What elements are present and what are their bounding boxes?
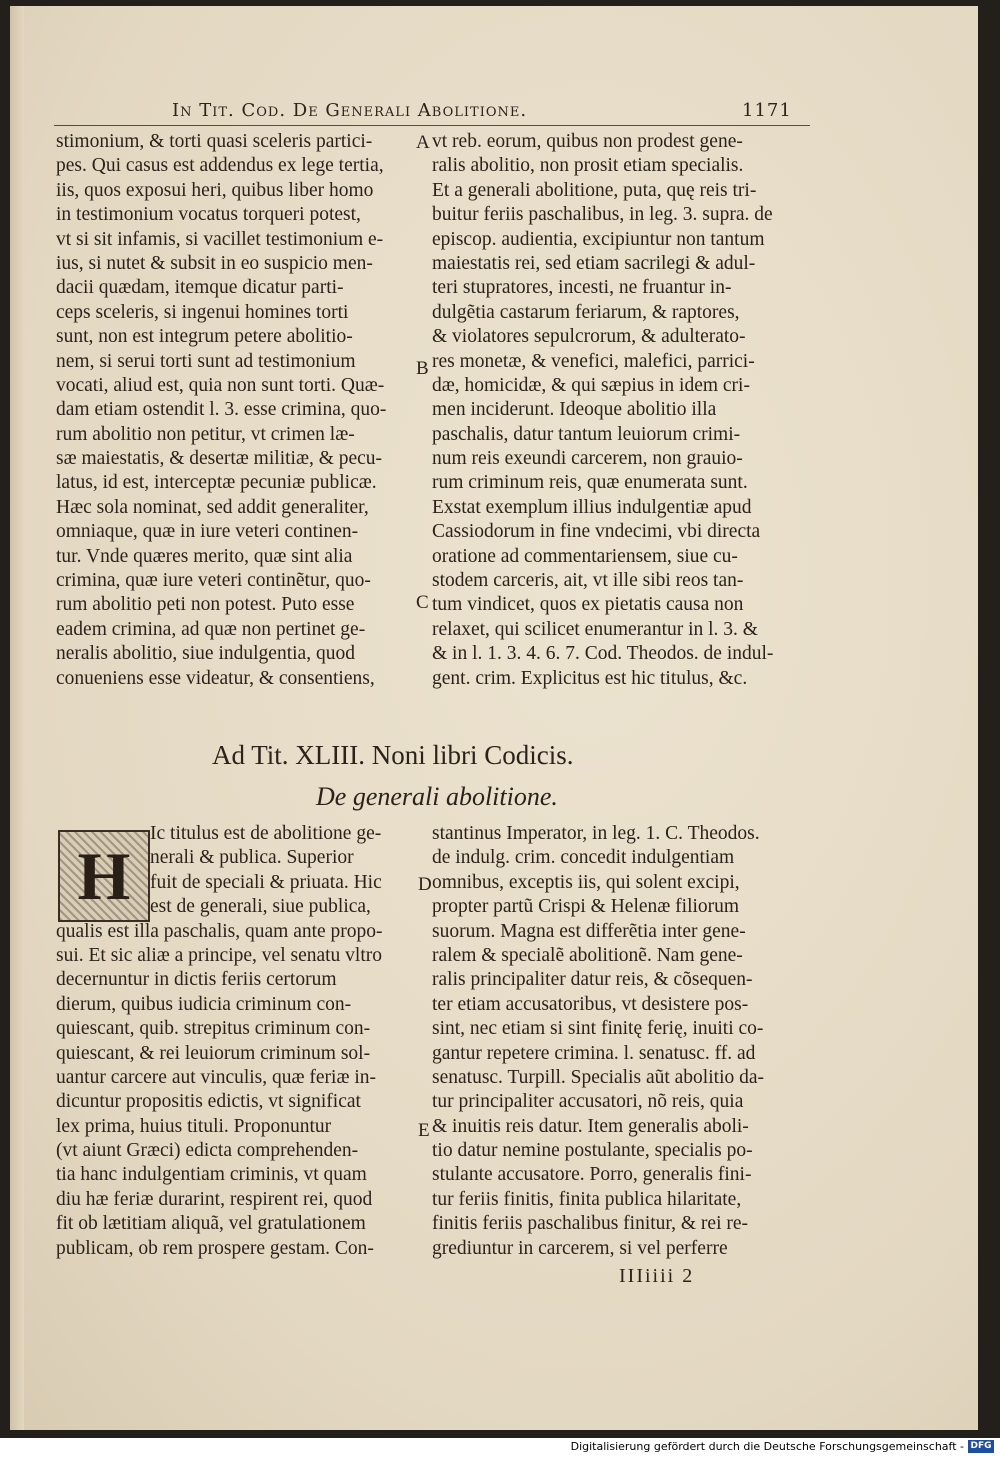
margin-letter-a: A xyxy=(416,132,430,153)
text-line: vocati, aliud est, quia non sunt torti. Quæ- xyxy=(56,374,385,396)
text-line: ralis principaliter datur reis, & cõsequen- xyxy=(432,969,753,991)
margin-letter-b: B xyxy=(416,358,429,379)
text-line: sæ maiestatis, & desertæ militiæ, & pecu- xyxy=(56,448,383,470)
text-line: teri stupratores, incesti, ne fruantur in- xyxy=(432,277,732,299)
text-line: dierum, quibus iudicia criminum con- xyxy=(56,993,352,1015)
text-line: uantur carcere aut vinculis, quæ feriæ in- xyxy=(56,1066,377,1088)
text-line: relaxet, qui scilicet enumerantur in l. 3. & xyxy=(432,618,758,640)
decorated-initial-letter: H xyxy=(77,837,131,914)
text-line: suorum. Magna est differẽtia inter gene- xyxy=(432,920,746,942)
text-line: tur. Vnde quæres merito, quæ sint alia xyxy=(56,545,353,567)
text-line: crimina, quæ iure veteri continẽtur, quo- xyxy=(56,570,371,592)
dfg-logo: DFG xyxy=(968,1440,994,1453)
upper-left-column xyxy=(56,130,416,691)
text-line: tur feriis finitis, finita publica hilaritate, xyxy=(432,1188,742,1210)
text-line: rum abolitio peti non potest. Puto esse xyxy=(56,594,355,616)
head-rule xyxy=(54,125,810,126)
text-line: ralis abolitio, non prosit etiam specialis. xyxy=(432,155,744,177)
page-gutter xyxy=(10,6,24,1430)
text-line: stimonium, & torti quasi sceleris partici- xyxy=(56,131,373,152)
text-line: gantur repetere crimina. l. senatusc. ff. ad xyxy=(432,1042,756,1064)
text-line: de indulg. crim. concedit indulgentiam xyxy=(432,847,735,869)
text-line: pes. Qui casus est addendus ex lege tertia, xyxy=(56,155,384,177)
text-line: stodem carceris, ait, vt ille sibi reos tan- xyxy=(432,570,744,592)
text-line: Ic titulus est de abolitione ge- xyxy=(150,823,382,844)
text-line: stantinus Imperator, in leg. 1. C. Theodos. xyxy=(432,823,760,844)
text-line: conueniens esse videatur, & consentiens, xyxy=(56,667,375,689)
text-line: sint, nec etiam si sint finitę ferię, inuiti co- xyxy=(432,1018,764,1040)
text-line: episcop. audientia, excipiuntur non tantum xyxy=(432,228,765,250)
text-line: res monetæ, & venefici, malefici, parrici- xyxy=(432,350,755,372)
text-line: ius, si nutet & subsit in eo suspicio men- xyxy=(56,252,373,274)
text-line: neralis abolitio, siue indulgentia, quod xyxy=(56,643,355,665)
text-line: vt si sit infamis, si vacillet testimonium e- xyxy=(56,228,384,250)
text-line: in testimonium vocatus torqueri potest, xyxy=(56,204,361,226)
text-line: omnibus, exceptis iis, qui solent excipi, xyxy=(432,871,740,893)
text-line: rum criminum reis, quæ enumerata sunt. xyxy=(432,472,748,494)
text-line: maiestatis rei, sed etiam sacrilegi & adul- xyxy=(432,252,756,274)
text-line: dam etiam ostendit l. 3. esse crimina, quo- xyxy=(56,399,387,421)
text-line: gent. crim. Explicitus est hic titulus, &c. xyxy=(432,667,748,689)
text-line: vt reb. eorum, quibus non prodest gene- xyxy=(432,131,743,152)
text-line: nerali & publica. Superior xyxy=(150,847,354,869)
text-line: fuit de speciali & priuata. Hic xyxy=(150,871,382,893)
text-line: (vt aiunt Græci) edicta comprehenden- xyxy=(56,1140,359,1162)
upper-right-column xyxy=(432,130,806,691)
text-line: decernuntur in dictis feriis certorum xyxy=(56,969,337,991)
text-line: rum abolitio non petitur, vt crimen læ- xyxy=(56,423,355,445)
text-line: sunt, non est integrum petere abolitio- xyxy=(56,326,353,348)
text-line: & in l. 1. 3. 4. 6. 7. Cod. Theodos. de indul- xyxy=(432,643,774,665)
text-line: & inuitis reis datur. Item generalis aboli- xyxy=(432,1115,749,1137)
funding-note: Digitalisierung gefördert durch die Deutsche Forschungsgemeinschaft - xyxy=(570,1440,964,1453)
margin-letter-c: C xyxy=(416,592,429,613)
margin-letter-e: E xyxy=(418,1120,430,1141)
text-line: buitur feriis paschalibus, in leg. 3. supra. de xyxy=(432,204,773,226)
text-line: omniaque, quæ in iure veteri continen- xyxy=(56,521,359,543)
text-line: eadem crimina, ad quæ non pertinet ge- xyxy=(56,618,366,640)
text-line: latus, id est, interceptæ pecuniæ publicæ. xyxy=(56,472,377,494)
lower-left-column xyxy=(56,822,418,1261)
text-line: paschalis, datur tantum leuiorum crimi- xyxy=(432,423,741,445)
text-line: tur principaliter accusatori, nõ reis, quia xyxy=(432,1091,744,1113)
lower-right-column xyxy=(432,822,814,1261)
text-line: dæ, homicidæ, & qui sæpius in idem cri- xyxy=(432,374,750,396)
text-line: Cassiodorum in fine vndecimi, vbi directa xyxy=(432,521,761,543)
text-line: stulante accusatore. Porro, generalis fini- xyxy=(432,1164,752,1186)
text-line: nem, si serui torti sunt ad testimonium xyxy=(56,350,356,372)
section-subtitle: De generali abolitione. xyxy=(316,782,558,811)
text-line: & violatores sepulcrorum, & adulterato- xyxy=(432,326,746,348)
text-line: tio datur nemine postulante, specialis po- xyxy=(432,1140,753,1162)
text-line: dulgẽtia castarum feriarum, & raptores, xyxy=(432,301,740,323)
text-line: senatusc. Turpill. Specialis aũt abolitio da- xyxy=(432,1066,765,1088)
text-line: ter etiam accusatoribus, vt desistere pos- xyxy=(432,993,749,1015)
text-line: lex prima, huius tituli. Proponuntur xyxy=(56,1115,332,1137)
margin-letter-d: D xyxy=(418,874,432,895)
text-line: qualis est illa paschalis, quam ante propo- xyxy=(56,920,383,942)
text-line: Exstat exemplum illius indulgentiæ apud xyxy=(432,496,752,518)
text-line: fit ob lætitiam aliquã, vel gratulationem xyxy=(56,1213,366,1235)
text-line: iis, quos exposui heri, quibus liber homo xyxy=(56,179,374,201)
text-line: diu hæ feriæ durarint, respirent rei, quod xyxy=(56,1188,373,1210)
text-line: sui. Et sic aliæ a principe, vel senatu vltro xyxy=(56,944,383,966)
text-line: dicuntur propositis edictis, vt significat xyxy=(56,1091,361,1113)
text-line: finitis feriis paschalibus finitur, & rei re- xyxy=(432,1213,749,1235)
text-line: quiescant, quib. strepitus criminum con- xyxy=(56,1018,371,1040)
text-line: oratione ad commentariensem, siue cu- xyxy=(432,545,738,567)
running-head xyxy=(172,100,972,121)
text-line: dacii quædam, itemque dicatur parti- xyxy=(56,277,344,299)
text-line: Et a generali abolitione, puta, quę reis tri- xyxy=(432,179,757,201)
text-line: ceps sceleris, si ingenui homines torti xyxy=(56,301,349,323)
text-line: grediuntur in carcerem, si vel perferre xyxy=(432,1237,728,1259)
text-line: tum vindicet, quos ex pietatis causa non xyxy=(432,594,744,616)
text-line: propter partũ Crispi & Helenæ filiorum xyxy=(432,896,740,918)
text-line: tia hanc indulgentiam criminis, vt quam xyxy=(56,1164,367,1186)
text-line: publicam, ob rem prospere gestam. Con- xyxy=(56,1237,374,1259)
page-number: 1171 xyxy=(742,100,792,121)
text-line: ralem & specialẽ abolitionẽ. Nam gene- xyxy=(432,944,743,966)
text-line: Hæc sola nominat, sed addit generaliter, xyxy=(56,496,369,518)
text-line: num reis exeundi carcerem, non grauio- xyxy=(432,448,743,470)
text-line: quiescant, & rei leuiorum criminum sol- xyxy=(56,1042,371,1064)
signature-mark: IIIiiii 2 xyxy=(619,1265,695,1287)
running-head-title: In Tit. Cod. De Generali Abolitione. xyxy=(172,100,528,121)
text-line: men inciderunt. Ideoque abolitio illa xyxy=(432,399,717,421)
text-line: est de generali, siue publica, xyxy=(150,896,371,918)
section-title: Ad Tit. XLIII. Noni libri Codicis. xyxy=(212,740,574,770)
